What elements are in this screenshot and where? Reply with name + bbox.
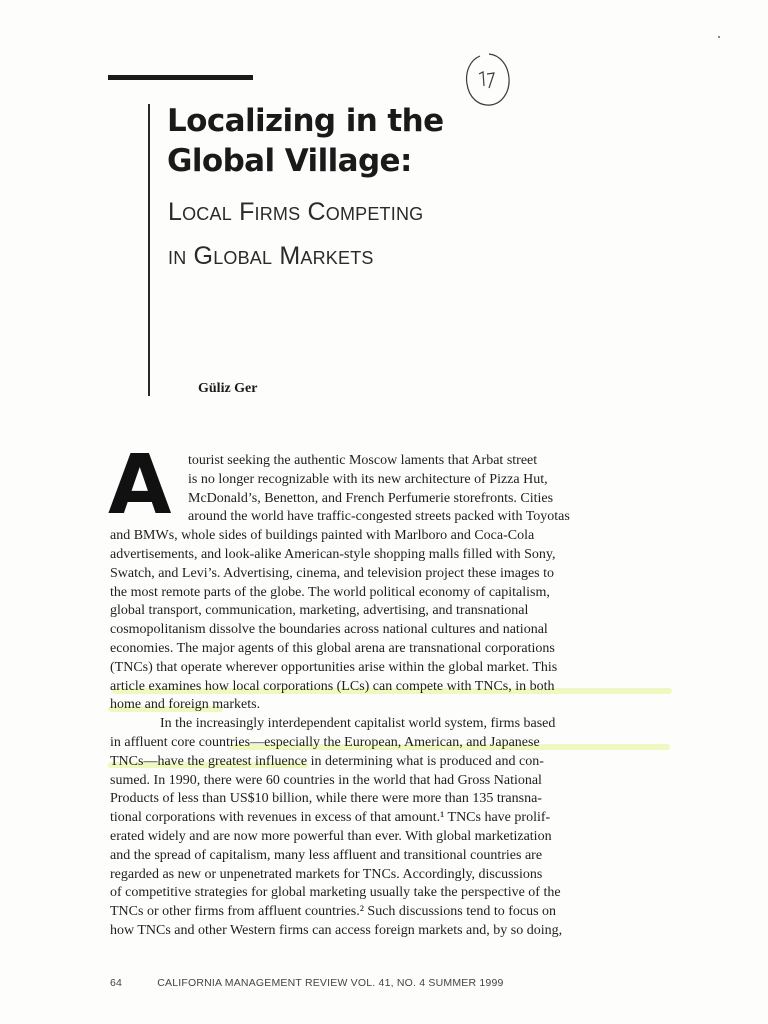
- page-number: 64: [110, 977, 123, 989]
- title-line-2: Global Village:: [167, 143, 412, 179]
- text-line: home and foreign markets.: [110, 697, 261, 713]
- text-line: advertisements, and look-alike American-style shopping malls filled with Sony,: [110, 546, 556, 562]
- paragraph-1: [108, 438, 690, 715]
- text-line: cosmopolitanism dissolve the boundaries across national cultures and national: [110, 622, 548, 638]
- text-line: and the spread of capitalism, many less affluent and transitional countries are: [110, 847, 543, 863]
- paragraph-2: [110, 715, 690, 941]
- top-rule: [108, 75, 253, 80]
- text-line: around the world have traffic-congested streets packed with Toyotas: [188, 509, 570, 525]
- handwritten-page-mark: [462, 52, 512, 108]
- text-line: (TNCs) that operate wherever opportunities arise within the global market. This: [110, 659, 558, 675]
- subtitle-line-2: in Global Markets: [168, 242, 374, 270]
- text-line: regarded as new or unpenetrated markets for TNCs. Accordingly, discussions: [110, 866, 543, 882]
- subtitle-line-1: Local Firms Competing: [168, 198, 424, 226]
- text-line: of competitive strategies for global marketing usually take the perspective of the: [110, 885, 561, 901]
- title-vertical-rule: [148, 104, 150, 396]
- text-line: Products of less than US$10 billion, while there were more than 135 transna-: [110, 791, 542, 807]
- text-line: erated widely and are now more powerful than ever. With global marketization: [110, 828, 552, 844]
- text-line: and BMWs, whole sides of buildings painted with Marlboro and Coca-Cola: [110, 528, 535, 544]
- text-line: global transport, communication, marketing, advertising, and transnational: [110, 603, 529, 619]
- text-line: TNCs or other firms from affluent countries.² Such discussions tend to focus on: [110, 904, 557, 920]
- text-line: is no longer recognizable with its new architecture of Pizza Hut,: [188, 471, 548, 487]
- text-line: economies. The major agents of this global arena are transnational corporations: [110, 640, 555, 656]
- text-line: sumed. In 1990, there were 60 countries in the world that had Gross National: [110, 772, 542, 788]
- text-line: article examines how local corporations (LCs) can compete with TNCs, in both: [110, 678, 555, 694]
- text-line: Swatch, and Levi’s. Advertising, cinema, and television project these images to: [110, 565, 555, 581]
- article-subtitle: [168, 190, 423, 278]
- page-footer: [110, 977, 504, 989]
- text-line: the most remote parts of the globe. The world political economy of capitalism,: [110, 584, 550, 600]
- text-line: how TNCs and other Western firms can access foreign markets and, by so doing,: [110, 922, 563, 938]
- scan-speck: [718, 36, 720, 38]
- author-name: Güliz Ger: [198, 381, 258, 396]
- text-line: in affluent core countries—especially the European, American, and Japanese: [110, 734, 540, 750]
- text-line: tional corporations with revenues in excess of that amount.¹ TNCs have prolif-: [110, 810, 551, 826]
- title-line-1: Localizing in the: [167, 103, 444, 139]
- drop-cap: A: [108, 438, 172, 533]
- text-line: tourist seeking the authentic Moscow laments that Arbat street: [188, 453, 538, 468]
- article-body: [108, 438, 690, 941]
- journal-citation: CALIFORNIA MANAGEMENT REVIEW VOL. 41, NO. 4 SUMMER 1999: [157, 977, 504, 989]
- text-line: McDonald’s, Benetton, and French Perfumerie storefronts. Cities: [188, 490, 554, 506]
- text-line: TNCs—have the greatest influence in determining what is produced and con-: [110, 753, 544, 769]
- article-title: [167, 101, 444, 181]
- text-line: In the increasingly interdependent capitalist world system, firms based: [160, 716, 556, 732]
